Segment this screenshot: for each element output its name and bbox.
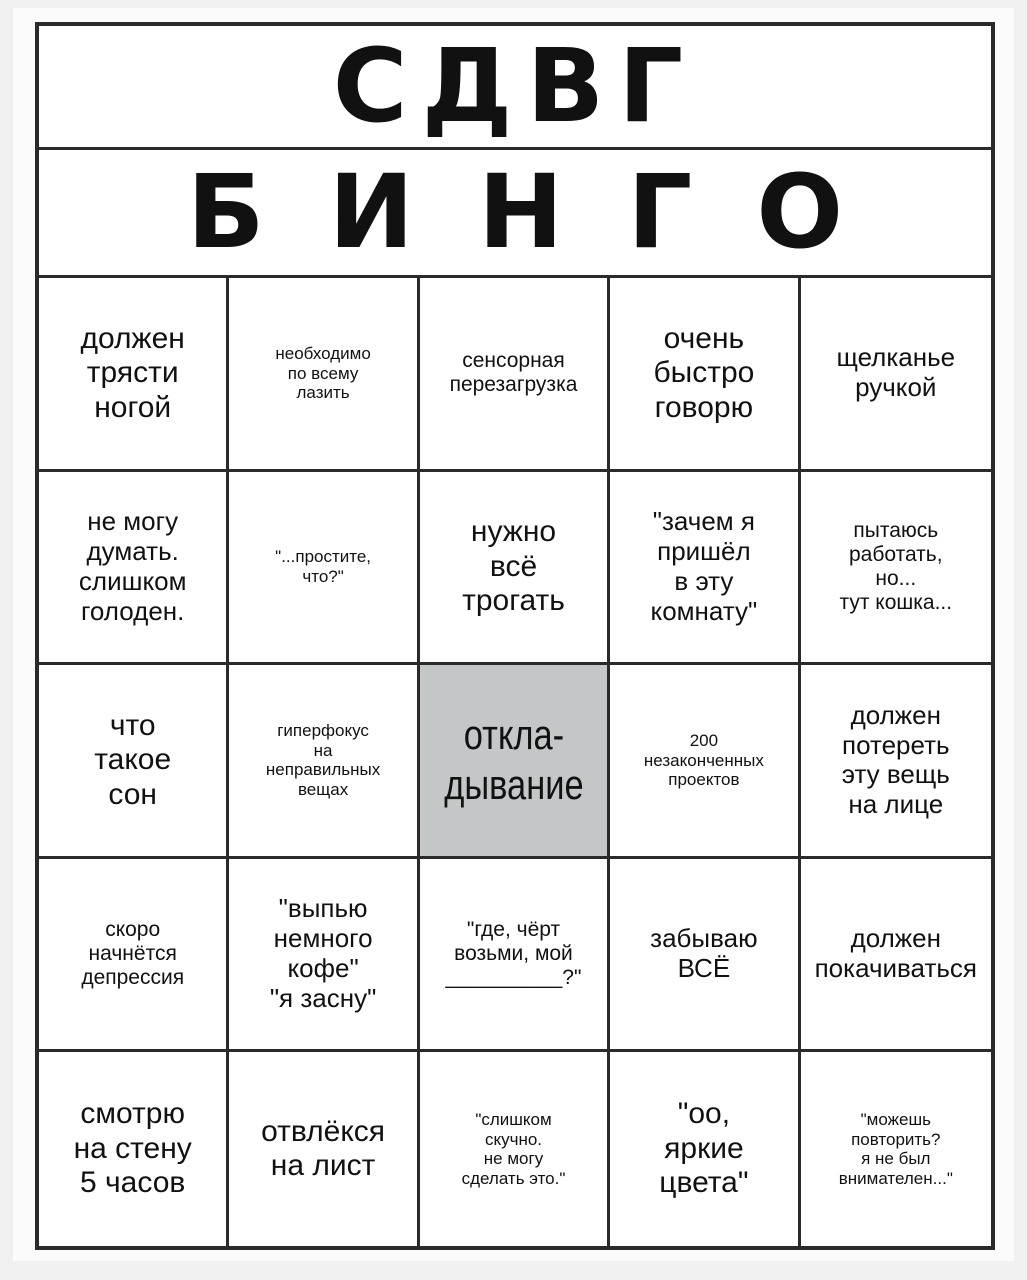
bingo-cell[interactable]: "оо, яркие цвета" [610,1052,800,1246]
bingo-cell[interactable]: что такое сон [39,665,229,859]
bingo-cell[interactable]: должен трясти ногой [39,278,229,472]
bingo-cell[interactable]: "можешь повторить? я не был внимателен..." [838,1110,953,1188]
bingo-cell[interactable]: "где, чёрт возьми, мой __________?" [420,859,610,1053]
bingo-cell[interactable]: забываю ВСЁ [610,859,800,1053]
bingo-cell[interactable]: "...простите, что?" [229,472,419,666]
title-bingo: БИНГО [39,150,991,278]
bingo-free-cell[interactable] [420,665,610,859]
bingo-cell[interactable]: гиперфокус на неправильных вещах [229,665,419,859]
bingo-cell[interactable]: нужно всё трогать [420,472,610,666]
bingo-card [13,8,1014,1261]
bingo-cell[interactable]: "зачем я пришёл в эту комнату" [610,472,800,666]
bingo-cell[interactable]: пытаюсь работать, но... тут кошка... [801,472,991,666]
bingo-cell[interactable]: должен покачиваться [801,859,991,1053]
bingo-cell[interactable]: очень быстро говорю [610,278,800,472]
bingo-cell[interactable]: необходимо по всему лазить [229,278,419,472]
bingo-frame [35,22,995,1250]
bingo-cell[interactable]: отвлёкся на лист [229,1052,419,1246]
bingo-cell[interactable]: 200 незаконченных проектов [610,665,800,859]
bingo-cell[interactable]: "слишком скучно. не могу сделать это." [420,1052,610,1246]
bingo-grid [39,278,991,1246]
title-adhd: СДВГ [39,26,991,150]
bingo-cell[interactable]: смотрю на стену 5 часов [39,1052,229,1246]
bingo-cell[interactable]: "выпью немного кофе" "я засну" [229,859,419,1053]
bingo-cell[interactable]: скоро начнётся депрессия [39,859,229,1053]
bingo-cell[interactable]: сенсорная перезагрузка [420,278,610,472]
free-cell-label: откла- дывание [443,711,584,809]
bingo-cell[interactable]: не могу думать. слишком голоден. [39,472,229,666]
bingo-cell[interactable]: должен потереть эту вещь на лице [801,665,991,859]
bingo-cell[interactable]: щелканье ручкой [801,278,991,472]
